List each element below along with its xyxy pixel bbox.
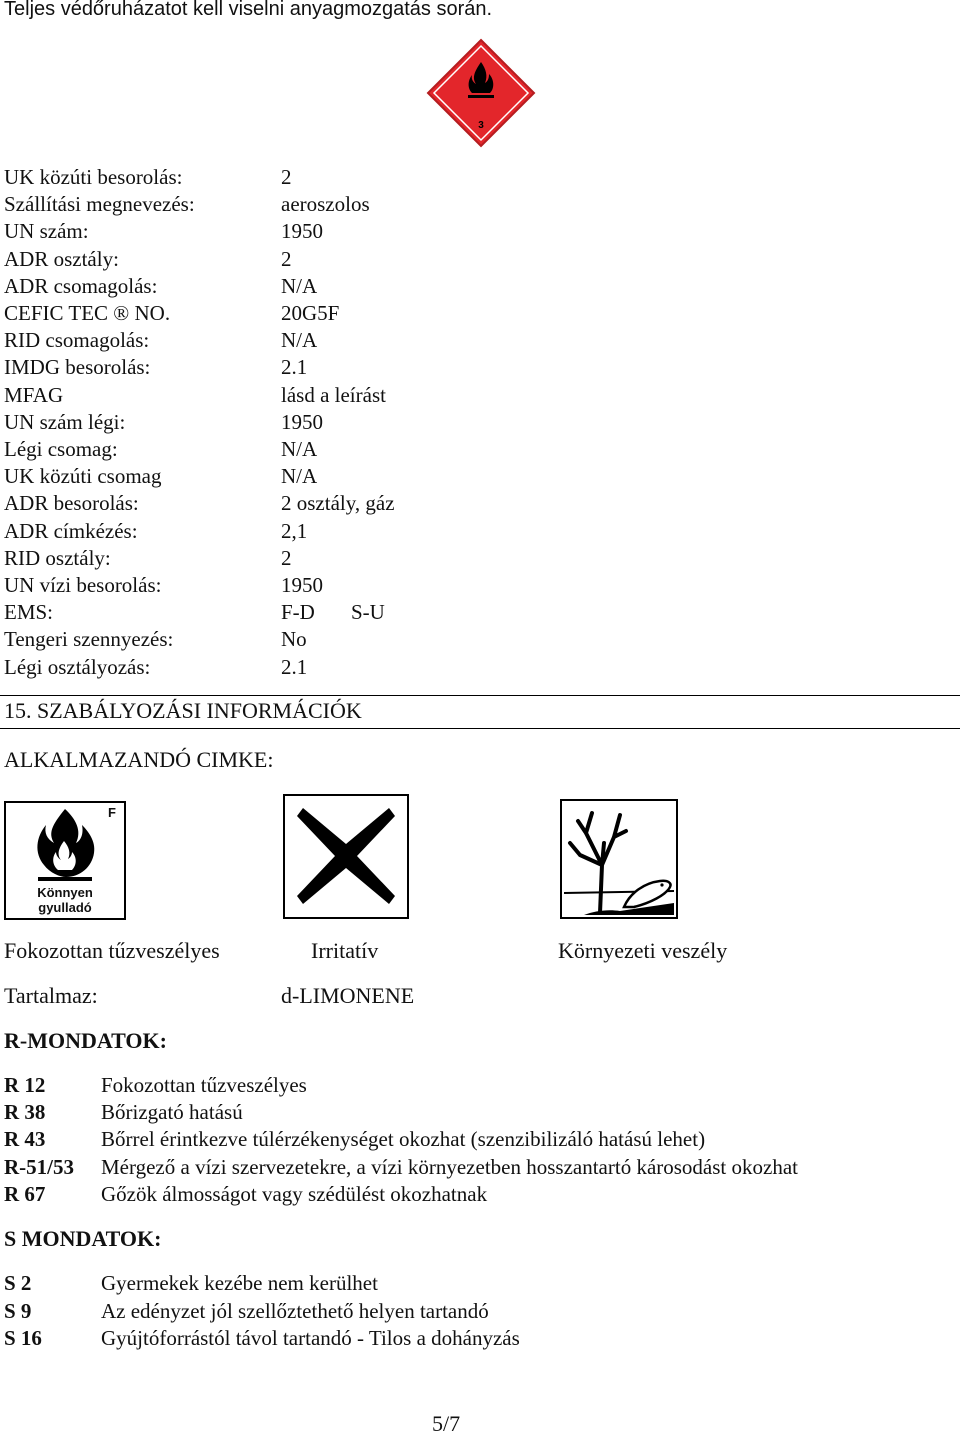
- hazmat-class-number: 3: [478, 120, 484, 131]
- section-rule-bottom: [0, 728, 960, 729]
- transport-value: 2,1: [281, 518, 308, 543]
- transport-value: 2: [281, 545, 292, 570]
- phrase-text: Gyújtóforrástól távol tartandó - Tilos a dohányzás: [101, 1326, 520, 1350]
- phrase-row: [0, 1326, 950, 1352]
- flame-icon: [30, 807, 100, 883]
- flammable-text-line1: Könnyen: [37, 885, 93, 900]
- section-title: 15. SZABÁLYOZÁSI INFORMÁCIÓK: [4, 698, 362, 723]
- transport-row: [4, 354, 604, 381]
- phrase-row: [0, 1299, 950, 1325]
- phrase-text: Bőrizgató hatású: [101, 1100, 243, 1125]
- phrase-row: [0, 1100, 950, 1126]
- section-rule-top: [0, 695, 960, 696]
- transport-key: ADR besorolás:: [4, 491, 139, 516]
- transport-key: UN szám:: [4, 219, 89, 244]
- transport-row: [4, 490, 604, 517]
- transport-row: [4, 300, 604, 327]
- phrase-row: [0, 1271, 950, 1297]
- x-cross-icon: [295, 804, 397, 908]
- phrase-code: S 16: [4, 1326, 42, 1350]
- phrase-code: R 38: [4, 1100, 46, 1125]
- label-heading: ALKALMAZANDÓ CIMKE:: [4, 747, 274, 772]
- caption-environment: Környezeti veszély: [558, 938, 728, 963]
- top-note: Teljes védőruházatot kell viselni anyagmozgatás során.: [4, 0, 493, 20]
- phrase-text: Az edényzet jól szellőztethető helyen tartandó: [101, 1298, 489, 1323]
- transport-value: 2.1: [281, 654, 308, 679]
- transport-row: [4, 409, 604, 436]
- transport-key: ADR csomagolás:: [4, 273, 158, 298]
- transport-row: [4, 164, 604, 191]
- transport-value: 2 osztály, gáz: [281, 491, 395, 516]
- contains-label: Tartalmaz:: [4, 983, 98, 1008]
- transport-row: [4, 518, 604, 545]
- phrase-row: [0, 1073, 950, 1099]
- environment-pictogram: [560, 799, 678, 919]
- transport-key: UK közúti besorolás:: [4, 165, 183, 189]
- transport-key: RID osztály:: [4, 545, 111, 570]
- transport-value: N/A: [281, 437, 318, 461]
- r-phrases-heading: R-MONDATOK:: [4, 1028, 167, 1053]
- phrase-code: R 12: [4, 1073, 46, 1097]
- transport-value: N/A: [281, 464, 318, 489]
- transport-value: N/A: [281, 328, 318, 353]
- phrase-row: [0, 1127, 950, 1153]
- transport-key: IMDG besorolás:: [4, 355, 151, 380]
- transport-value: 2.1: [281, 355, 308, 380]
- phrase-text: Bőrrel érintkezve túlérzékenységet okozhat (szenzibilizáló hatású lehet): [101, 1127, 706, 1152]
- transport-value: N/A: [281, 273, 318, 298]
- phrase-row: [0, 1182, 950, 1208]
- transport-value: 1950: [281, 573, 323, 597]
- phrase-code: R 43: [4, 1127, 46, 1152]
- phrase-row: [0, 1155, 950, 1181]
- phrase-text: Mérgező a vízi szervezetekre, a vízi környezetben hosszantartó károsodást okozhat: [101, 1154, 798, 1179]
- transport-row: [4, 273, 604, 300]
- transport-key: Légi csomag:: [4, 437, 118, 461]
- transport-value: 1950: [281, 219, 323, 244]
- transport-key: Tengeri szennyezés:: [4, 627, 174, 652]
- phrase-text: Gőzök álmosságot vagy szédülést okozhatnak: [101, 1181, 488, 1206]
- transport-key: UN szám légi:: [4, 409, 126, 434]
- transport-row: [4, 654, 604, 681]
- flammable-letter: F: [108, 805, 116, 820]
- transport-row: [4, 572, 604, 599]
- transport-key: UK közúti csomag: [4, 464, 162, 489]
- transport-key: CEFIC TEC ® NO.: [4, 301, 171, 325]
- transport-row: [4, 545, 604, 572]
- transport-row: [4, 436, 604, 463]
- flammable-liquid-hazmat-icon: [426, 38, 536, 148]
- transport-value: 2: [281, 165, 292, 189]
- phrase-text: Gyermekek kezébe nem kerülhet: [101, 1271, 378, 1295]
- flammable-pictogram: [4, 801, 126, 920]
- transport-row: [4, 246, 604, 273]
- phrase-code: S 2: [4, 1271, 32, 1295]
- transport-value: lásd a leírást: [281, 382, 386, 407]
- transport-key: UN vízi besorolás:: [4, 573, 162, 597]
- flammable-text-line2: gyulladó: [38, 900, 92, 915]
- transport-row: [4, 463, 604, 490]
- irritant-pictogram: [283, 794, 409, 919]
- transport-value: 20G5F: [281, 301, 340, 325]
- phrase-code: S 9: [4, 1298, 32, 1323]
- transport-value: F-D: [281, 600, 315, 625]
- transport-value: 1950: [281, 409, 323, 434]
- dead-tree-fish-icon: [564, 803, 674, 915]
- transport-row: [4, 382, 604, 409]
- transport-row: [4, 626, 604, 653]
- transport-row: [4, 327, 604, 354]
- page-number: 5/7: [432, 1411, 461, 1436]
- caption-flammable: Fokozottan tűzveszélyes: [4, 938, 220, 963]
- transport-row: [4, 599, 604, 626]
- transport-key: RID csomagolás:: [4, 328, 150, 353]
- transport-value: 2: [281, 246, 292, 271]
- phrase-code: R-51/53: [4, 1154, 74, 1179]
- transport-key: ADR osztály:: [4, 246, 119, 271]
- transport-value-secondary: S-U: [351, 600, 385, 625]
- s-phrases-heading: S MONDATOK:: [4, 1226, 162, 1251]
- transport-key: Szállítási megnevezés:: [4, 192, 195, 217]
- phrase-text: Fokozottan tűzveszélyes: [101, 1073, 307, 1097]
- transport-value: No: [281, 627, 307, 652]
- contains-value: d-LIMONENE: [281, 983, 415, 1008]
- transport-key: ADR címkézés:: [4, 518, 138, 543]
- transport-row: [4, 218, 604, 245]
- transport-key: Légi osztályozás:: [4, 654, 151, 679]
- transport-value: aeroszolos: [281, 192, 370, 217]
- phrase-code: R 67: [4, 1181, 46, 1206]
- caption-irritant: Irritatív: [311, 938, 379, 963]
- transport-key: MFAG: [4, 382, 64, 407]
- transport-row: [4, 191, 604, 218]
- transport-key: EMS:: [4, 600, 54, 625]
